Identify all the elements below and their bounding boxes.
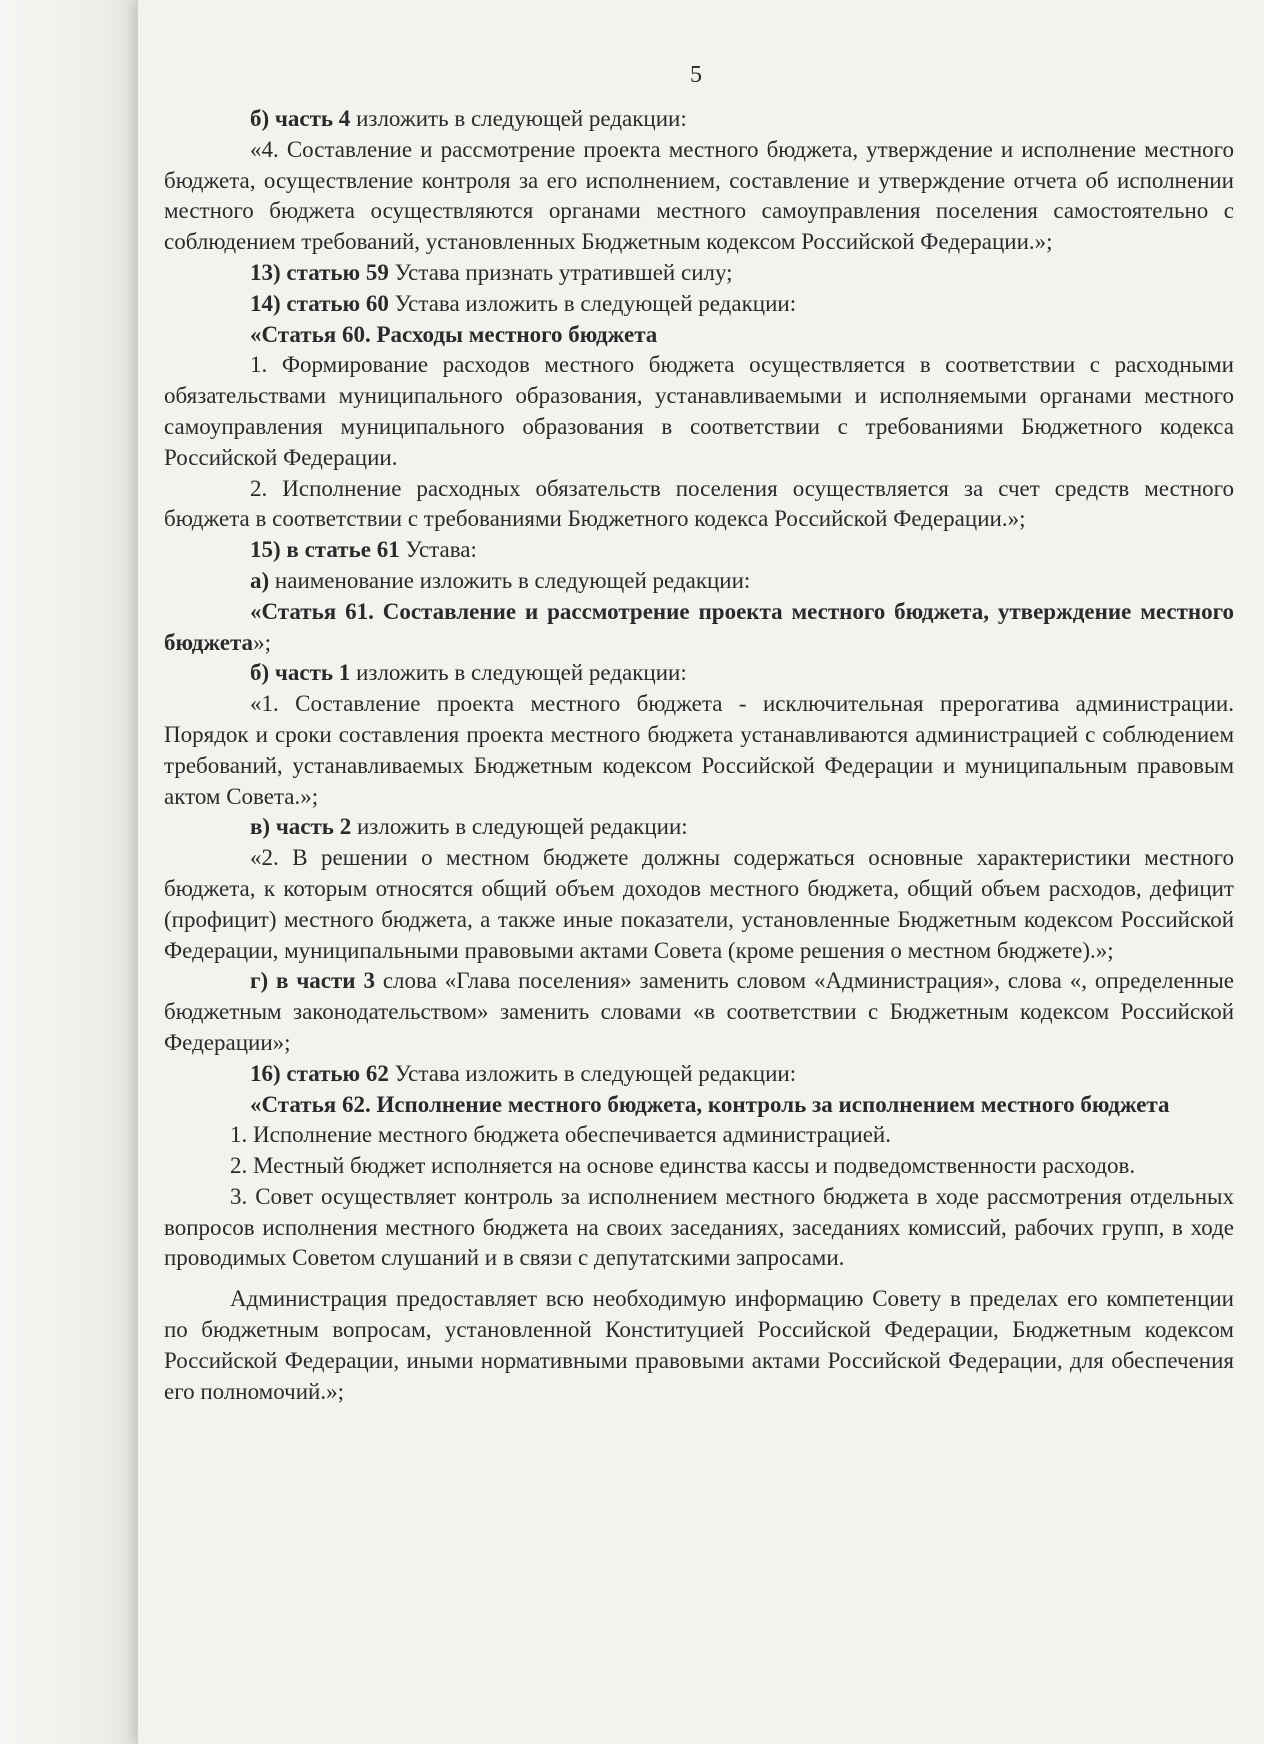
- paragraph-bold-lead: в) часть 2: [250, 814, 352, 840]
- paragraph-p18: [164, 1120, 1234, 1151]
- paragraph-bold-lead: «Статья 62. Исполнение местного бюджета, контроль за исполнением местного бюджета: [250, 1091, 1170, 1117]
- paragraph-p9: [164, 566, 1234, 597]
- paragraph-bold-lead: б) часть 4: [250, 106, 351, 131]
- paragraph-p12: [164, 689, 1234, 812]
- paragraph-bold-lead: 13) статью 59: [250, 259, 389, 285]
- paragraph-p4: [164, 289, 1234, 320]
- paragraph-bold-lead: «Статья 61. Составление и рассмотрение проекта местного бюджета, утверждение местного бюджета: [164, 598, 1234, 655]
- paragraph-text: 2. Исполнение расходных обязательств поселения осуществляется за счет средств местного бюджета в соответствии с требованиями Бюджетного кодекса Российской Федерации.»;: [164, 475, 1234, 532]
- paragraph-p8: [164, 535, 1234, 566]
- document-body: [164, 104, 1234, 1407]
- paragraph-text: изложить в следующей редакции:: [350, 660, 687, 686]
- paragraph-bold-lead: а): [250, 567, 270, 593]
- paragraph-p14: [164, 843, 1234, 966]
- paragraph-p15: [164, 966, 1234, 1058]
- paragraph-p19: [164, 1151, 1234, 1182]
- paragraph-p10: [164, 597, 1234, 659]
- paragraph-p3: [164, 258, 1234, 289]
- paragraph-p1: [164, 104, 1234, 135]
- paragraph-bold-lead: 16) статью 62: [250, 1060, 389, 1086]
- paragraph-text: изложить в следующей редакции:: [350, 106, 687, 131]
- paragraph-p20: [164, 1182, 1234, 1274]
- paragraph-p17: [164, 1090, 1234, 1121]
- paragraph-bold-lead: «Статья 60. Расходы местного бюджета: [250, 321, 658, 347]
- paragraph-text: Устава:: [399, 537, 477, 563]
- paragraph-text: Устава изложить в следующей редакции:: [388, 1060, 797, 1086]
- paragraph-text: 1. Формирование расходов местного бюджета осуществляется в соответствии с расходными обязательствами муниципального образования, устанавливаемыми и исполняемыми органами местного самоуправления муниципального образования в соответствии с требованиями Бюджетного кодекса Российской Федерации.: [164, 352, 1234, 470]
- paragraph-p13: [164, 812, 1234, 843]
- paragraph-bold-lead: 14) статью 60: [250, 290, 389, 316]
- adjacent-page-edge: [0, 0, 138, 1744]
- paragraph-text: Устава изложить в следующей редакции:: [388, 290, 797, 316]
- paragraph-text: слова «Глава поселения» заменить словом «Администрация», слова «, определенные бюджетным законодательством» заменить словами «в соответствии с Бюджетным кодексом Российской Федерации»;: [164, 968, 1234, 1055]
- paragraph-text: «4. Составление и рассмотрение проекта местного бюджета, утверждение и исполнение местного бюджета, осуществление контроля за его исполнением, составление и утверждение отчета об исполнении местного бюджета осуществляются органами местного самоуправления поселения самостоятельно с соблюдением требований, установленных Бюджетным кодексом Российской Федерации.»;: [164, 136, 1234, 255]
- paragraph-text: «1. Составление проекта местного бюджета - исключительная прерогатива администрации. Порядок и сроки составления проекта местного бюджета устанавливаются администрацией с соблюдением требований, устанавливаемых Бюджетным кодексом Российской Федерации и муниципальным правовым актом Совета.»;: [164, 691, 1234, 809]
- paragraph-p2: [164, 135, 1234, 258]
- paragraph-p11: [164, 658, 1234, 689]
- paragraph-bold-lead: б) часть 1: [250, 660, 351, 686]
- paragraph-text: Устава признать утратившей силу;: [388, 259, 733, 285]
- paragraph-text: наименование изложить в следующей редакции:: [269, 567, 751, 593]
- paragraph-text: 1. Исполнение местного бюджета обеспечивается администрацией.: [230, 1122, 891, 1148]
- paragraph-p7: [164, 474, 1234, 536]
- paragraph-p6: [164, 350, 1234, 473]
- paragraph-p21: [164, 1284, 1234, 1407]
- paragraph-p5: [164, 320, 1234, 351]
- paragraph-text: изложить в следующей редакции:: [351, 814, 688, 840]
- paragraph-text: Администрация предоставляет всю необходимую информацию Совету в пределах его компетенции по бюджетным вопросам, установленной Конституцией Российской Федерации, Бюджетным кодексом Российской Федерации, иными нормативными правовыми актами Российской Федерации, для обеспечения его полномочий.»;: [164, 1286, 1234, 1404]
- paragraph-text: 2. Местный бюджет исполняется на основе единства кассы и подведомственности расходов.: [230, 1153, 1136, 1179]
- paragraph-bold-lead: 15) в статье 61: [250, 537, 400, 563]
- paragraph-text: 3. Совет осуществляет контроль за исполнением местного бюджета в ходе рассмотрения отдельных вопросов исполнения местного бюджета на своих заседаниях, заседаниях комиссий, рабочих групп, в ходе проводимых Советом слушаний и в связи с депутатскими запросами.: [164, 1183, 1234, 1271]
- paragraph-p16: [164, 1059, 1234, 1090]
- paragraph-text: »;: [253, 629, 271, 655]
- paragraph-text: «2. В решении о местном бюджете должны содержаться основные характеристики местного бюджета, к которым относятся общий объем доходов местного бюджета, общий объем расходов, дефицит (профицит) местного бюджета, а также иные показатели, установленные Бюджетным кодексом Российской Федерации, муниципальными правовыми актами Совета (кроме решения о местном бюджете).»;: [164, 845, 1234, 963]
- page-number: 5: [690, 62, 702, 88]
- paragraph-bold-lead: г) в части 3: [250, 968, 375, 994]
